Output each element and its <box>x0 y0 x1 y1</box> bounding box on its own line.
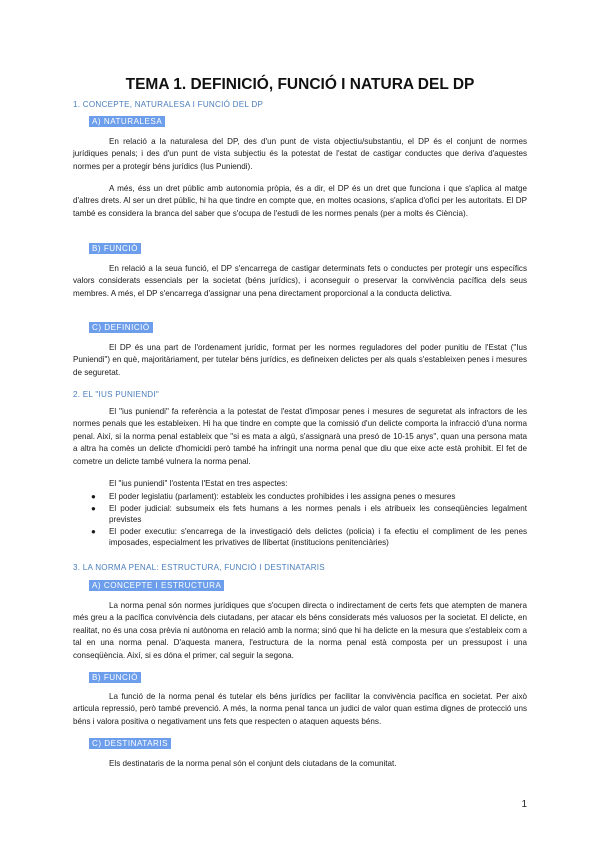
list-item-text: El poder judicial: subsumeix els fets humans a les normes penals i els atribueix les conseqüències legalment previstes <box>109 503 527 525</box>
page-number: 1 <box>521 799 527 810</box>
paragraph-text: En relació a la naturalesa del DP, des d'un punt de vista objectiu/substantiu, el DP és el conjunt de normes jurídiques penals; i des d'un punt de vista subjectiu és la potestat de l'estat de castigar conductes que deriva d'aquestes normes per a protegir béns jurídics (Ius Puniendi). <box>73 137 527 171</box>
paragraph-text: A més, éss un dret públic amb autonomia pròpia, és a dir, el DP és un dret que funciona i que s'aplica al matge d'altres drets. Al ser un dret públic, hi ha que tindre en compte que, en moltes ocasions, s'aplica d'ofici per les autoritats. El DP també es considera la branca del saber que s'ocupa de l'estudi de les normes penals (per a molts és Ciència). <box>73 184 527 218</box>
bullet-lead: El "ius puniendi" l'ostenta l'Estat en tres aspectes: <box>109 479 288 488</box>
list-item-text: El poder legislatiu (parlament): estableix les conductes prohibides i les assigna penes o mesures <box>109 492 456 501</box>
section-3a-label: A) CONCEPTE I ESTRUCTURA <box>89 580 224 591</box>
document-title: TEMA 1. DEFINICIÓ, FUNCIÓ I NATURA DEL DP <box>125 76 475 93</box>
paragraph-naturalesa-1 <box>73 136 527 173</box>
paragraph-ius-puniendi <box>73 406 527 468</box>
bullet-icon: ● <box>91 492 96 501</box>
list-item <box>91 526 527 549</box>
paragraph-text: La norma penal són normes jurídiques que s'ocupen directa o indirectament de certs fets que atempten de manera més greu a la pacífica convivència dels ciutadans, per atacar els béns considerats més valuosos per la societat. El delicte, en realitat, no és una cosa prèvia ni autònoma en relació amb la norma; sinó que hi ha delicte en la mesura que s'estableix com a tal en una norma penal. D'aquesta manera, l'estructura de la norma penal està composta per un pressupost i una conseqüència. Així, si es dóna el primer, cal seguir la segona. <box>73 601 527 660</box>
paragraph-text: El "ius puniendi" fa referència a la potestat de l'estat d'imposar penes i mesures de seguretat als infractors de les normes penals que les estableixen. Hi ha que tindre en compte que la comissió d'un delicte comporta la infracció d'una norma penal. Així, si la norma penal estableix que "si es mata a algú, s'assignarà una presó de 10-15 anys", quan una persona mata a altra ha comès un delicte d'homicidi però també ha infringit una norma penal que diu que eixe acte està prohibit. El fet de cometre un delicte també vulnera la norma penal. <box>73 407 527 466</box>
section-3-heading: 3. LA NORMA PENAL: ESTRUCTURA, FUNCIÓ I DESTINATARIS <box>73 563 325 572</box>
bullet-icon: ● <box>91 526 96 536</box>
paragraph-text: La funció de la norma penal és tutelar els béns jurídics per facilitar la convivència pacífica en societat. Per això articula repressió, però també prevenció. A més, la norma penal tanca un judici de valor quan estima dignes de protecció uns béns i valora positiva o negativament uns fets que respecten o ataquen aquests béns. <box>73 692 527 726</box>
paragraph-text: El DP és una part de l'ordenament jurídic, format per les normes reguladores del poder punitiu de l'Estat ("Ius Puniendi") en què, majoritàriament, per tutelar béns jurídics, es defineixen delictes per als quals s'estableixen penes i mesures de seguretat. <box>73 343 527 377</box>
paragraph-definicio <box>73 342 527 379</box>
list-item <box>91 491 527 503</box>
section-3c-label: C) DESTINATARIS <box>89 738 171 749</box>
paragraph-naturalesa-2 <box>73 183 527 220</box>
paragraph-funcio <box>73 263 527 300</box>
paragraph-destinataris <box>73 758 527 770</box>
section-2-heading: 2. EL "IUS PUNIENDI" <box>73 390 160 399</box>
section-3b-label: B) FUNCIÓ <box>89 672 141 683</box>
paragraph-text: En relació a la seua funció, el DP s'encarrega de castigar determinats fets o conductes per protegir uns específics valors considerats essencials per la societat (béns jurídics), i aconseguir o preservar la convivència pacífica dels seus membres. A més, el DP s'encarrega d'assignar una pena directament proporcional a la conducta delictiva. <box>73 264 527 298</box>
paragraph-text: Els destinataris de la norma penal són el conjunt dels ciutadans de la comunitat. <box>109 759 397 768</box>
list-item-text: El poder executiu: s'encarrega de la investigació dels delictes (policia) i fa efectiu el compliment de les penes imposades, especialment les privatives de llibertat (institucions penitenciàries) <box>109 526 527 548</box>
section-1b-label: B) FUNCIÓ <box>89 243 141 254</box>
section-1-heading: 1. CONCEPTE, NATURALESA I FUNCIÓ DEL DP <box>73 100 264 109</box>
section-1a-label: A) NATURALESA <box>89 116 165 127</box>
list-item <box>91 503 527 526</box>
bullet-icon: ● <box>91 503 96 513</box>
section-1c-label: C) DEFINICIÓ <box>89 322 153 333</box>
powers-list <box>91 491 527 549</box>
paragraph-concepte <box>73 600 527 662</box>
paragraph-funcio-norma <box>73 691 527 728</box>
